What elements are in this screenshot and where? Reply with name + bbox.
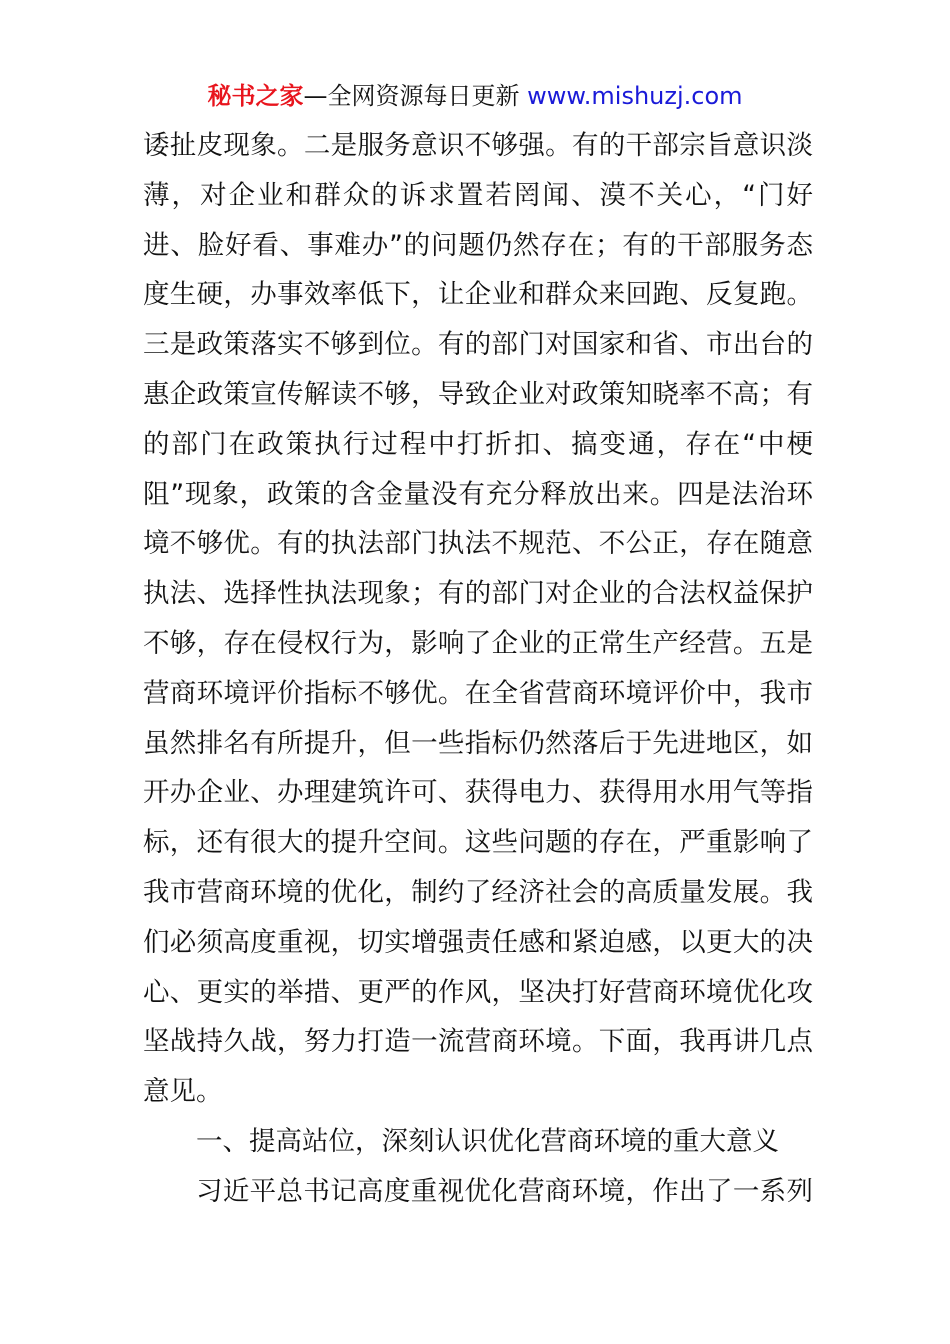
body-line: 执法、选择性执法现象；有的部门对企业的合法权益保护 xyxy=(143,578,813,610)
body-line: 三是政策落实不够到位。有的部门对国家和省、市出台的 xyxy=(143,329,813,361)
body-line: 标，还有很大的提升空间。这些问题的存在，严重影响了 xyxy=(143,827,813,859)
header-tagline: —全网资源每日更新 xyxy=(303,82,520,110)
body-line: 习近平总书记高度重视优化营商环境，作出了一系列 xyxy=(196,1175,813,1207)
body-line: 境不够优。有的执法部门执法不规范、不公正，存在随意 xyxy=(143,528,813,560)
body-line: 惠企政策宣传解读不够，导致企业对政策知晓率不高；有 xyxy=(143,378,813,410)
site-url-link[interactable]: www.mishuzj.com xyxy=(527,82,743,110)
body-line: 进、脸好看、事难办”的问题仍然存在；有的干部服务态 xyxy=(143,229,813,261)
body-line: 不够，存在侵权行为，影响了企业的正常生产经营。五是 xyxy=(143,627,813,659)
body-line: 薄，对企业和群众的诉求置若罔闻、漠不关心，“门好 xyxy=(143,179,813,211)
section-heading: 一、提高站位，深刻认识优化营商环境的重大意义 xyxy=(196,1125,779,1157)
body-line: 开办企业、办理建筑许可、获得电力、获得用水用气等指 xyxy=(143,777,813,809)
page-header xyxy=(0,80,950,112)
body-line: 度生硬，办事效率低下，让企业和群众来回跑、反复跑。 xyxy=(143,279,813,311)
body-line: 阻”现象，政策的含金量没有充分释放出来。四是法治环 xyxy=(143,478,813,510)
body-line: 的部门在政策执行过程中打折扣、搞变通，存在“中梗 xyxy=(143,428,813,460)
body-line: 虽然排名有所提升，但一些指标仍然落后于先进地区，如 xyxy=(143,727,813,759)
body-line: 我市营商环境的优化，制约了经济社会的高质量发展。我 xyxy=(143,876,813,908)
body-line: 们必须高度重视，切实增强责任感和紧迫感，以更大的决 xyxy=(143,926,813,958)
body-line: 心、更实的举措、更严的作风，坚决打好营商环境优化攻 xyxy=(143,976,813,1008)
body-line: 意见。 xyxy=(143,1076,223,1108)
body-line: 诿扯皮现象。二是服务意识不够强。有的干部宗旨意识淡 xyxy=(143,130,813,161)
brand-name: 秘书之家 xyxy=(207,82,304,110)
body-line: 坚战持久战，努力打造一流营商环境。下面，我再讲几点 xyxy=(143,1026,813,1058)
document-body xyxy=(143,121,813,1217)
body-line: 营商环境评价指标不够优。在全省营商环境评价中，我市 xyxy=(143,677,813,709)
